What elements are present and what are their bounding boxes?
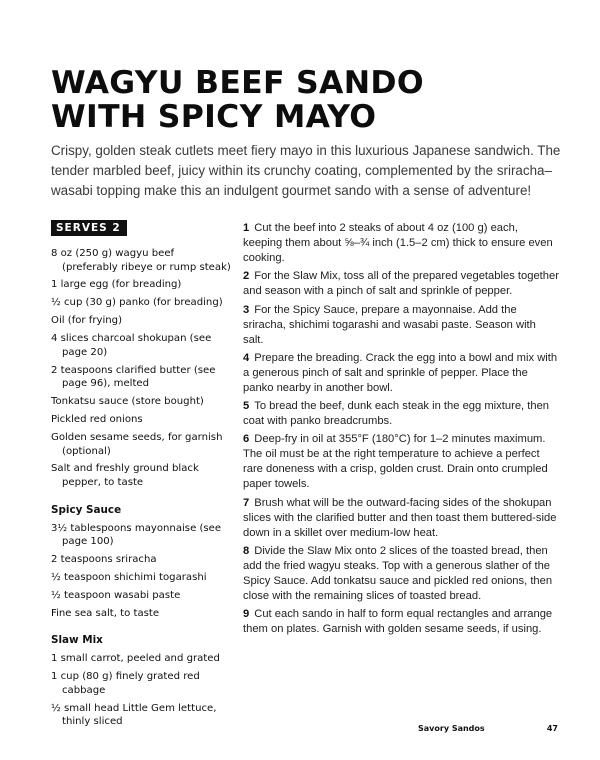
step-text: Divide the Slaw Mix onto 2 slices of the toasted bread, then add the fried wagyu steaks. Top with a generous slather of the Spicy Sauce. Add tonkatsu sauce and pickled red onions, then close with the remaining slices of toasted bread. — [243, 545, 553, 603]
slaw-mix-heading: Slaw Mix — [51, 634, 103, 647]
step-number: 8 — [243, 545, 250, 558]
step-text: Brush what will be the outward-facing sides of the shokupan slices with the clarified butter and then toast them buttered-side down in a skillet over medium-low heat. — [243, 496, 557, 539]
ingredient-item: Salt and freshly ground black pepper, to taste — [51, 463, 199, 488]
step-text: For the Spicy Sauce, prepare a mayonnaise. Add the sriracha, shichimi togarashi and wasabi paste. Season with salt. — [243, 303, 536, 346]
step-number: 9 — [243, 608, 250, 621]
ingredient-item: Golden sesame seeds, for garnish (optional) — [51, 431, 223, 457]
ingredient-item: Fine sea salt, to taste — [51, 607, 160, 619]
ingredient-item: ½ teaspoon wasabi paste — [51, 589, 181, 601]
method-step — [243, 544, 559, 604]
page-number: 47 — [546, 724, 558, 733]
ingredient-item: 1 large egg (for breading) — [51, 279, 182, 291]
step-number: 6 — [243, 433, 250, 446]
ingredient-list — [51, 247, 231, 490]
recipe-title — [51, 66, 571, 134]
method-steps — [243, 221, 559, 641]
step-number: 5 — [243, 400, 250, 413]
step-text: To bread the beef, dunk each steak in the egg mixture, then coat with panko breadcrumbs. — [243, 400, 550, 428]
step-text: Deep-fry in oil at 355°F (180°C) for 1–2 minutes maximum. The oil must be at the right temperature to achieve a perfect rare doneness with a crisp, golden crust. Drain onto crumpled paper towels. — [243, 433, 548, 491]
method-step — [243, 607, 559, 637]
step-text: Cut each sando in half to form equal rectangles and arrange them on plates. Garnish with golden sesame seeds, if using. — [243, 608, 553, 636]
spicy-sauce-heading: Spicy Sauce — [51, 503, 122, 516]
ingredient-item: ½ small head Little Gem lettuce, thinly sliced — [51, 702, 217, 728]
step-number: 3 — [243, 303, 250, 316]
spicy-sauce-list — [51, 522, 231, 621]
ingredient-item: 1 small carrot, peeled and grated — [51, 653, 220, 665]
ingredient-item: 3½ tablespoons mayonnaise (see page 100) — [51, 522, 222, 548]
page-footer — [418, 724, 558, 733]
ingredient-item: 4 slices charcoal shokupan (see page 20) — [51, 333, 212, 358]
ingredient-item: ½ cup (30 g) panko (for breading) — [51, 297, 223, 309]
ingredient-item: Oil (for frying) — [51, 315, 123, 327]
method-step — [243, 221, 559, 266]
recipe-title-line2: WITH SPICY MAYO — [51, 99, 377, 135]
method-step — [243, 399, 559, 429]
step-text: Cut the beef into 2 steaks of about 4 oz (100 g) each, keeping them about ⅝–¾ inch (1.5–2 cm) thick to ensure even cooking. — [243, 222, 553, 264]
ingredient-item: ½ teaspoon shichimi togarashi — [51, 571, 207, 583]
method-step — [243, 269, 559, 299]
step-number: 4 — [243, 351, 250, 364]
step-number: 2 — [243, 270, 250, 283]
slaw-mix-list — [51, 652, 231, 729]
recipe-intro: Crispy, golden steak cutlets meet fiery mayo in this luxurious Japanese sandwich. The tender marbled beef, juicy within its crunchy coating, complemented by the sriracha–wasabi topping make this an indulgent gourmet sando with a sense of adventure! — [51, 143, 561, 198]
method-step — [243, 303, 559, 348]
ingredient-item: 1 cup (80 g) finely grated red cabbage — [51, 671, 200, 696]
ingredient-item: Pickled red onions — [51, 414, 143, 426]
footer-section: Savory Sandos — [418, 724, 485, 733]
recipe-title-line1: WAGYU BEEF SANDO — [51, 65, 424, 101]
ingredients-column — [51, 218, 231, 733]
step-number: 7 — [243, 496, 250, 509]
ingredient-item: 8 oz (250 g) wagyu beef (preferably ribeye or rump steak) — [51, 248, 231, 273]
ingredient-item: 2 teaspoons sriracha — [51, 554, 157, 566]
method-step — [243, 432, 559, 492]
method-step — [243, 351, 559, 396]
serves-badge: SERVES 2 — [51, 220, 127, 236]
method-step — [243, 496, 559, 541]
step-number: 1 — [243, 222, 250, 234]
step-text: For the Slaw Mix, toss all of the prepared vegetables together and season with a pinch of salt and sprinkle of pepper. — [243, 270, 559, 298]
step-text: Prepare the breading. Crack the egg into a bowl and mix with a generous pinch of salt and sprinkle of pepper. Place the panko nearby in another bowl. — [243, 351, 558, 394]
ingredient-item: 2 teaspoons clarified butter (see page 96), melted — [51, 364, 216, 390]
ingredient-item: Tonkatsu sauce (store bought) — [51, 396, 204, 408]
